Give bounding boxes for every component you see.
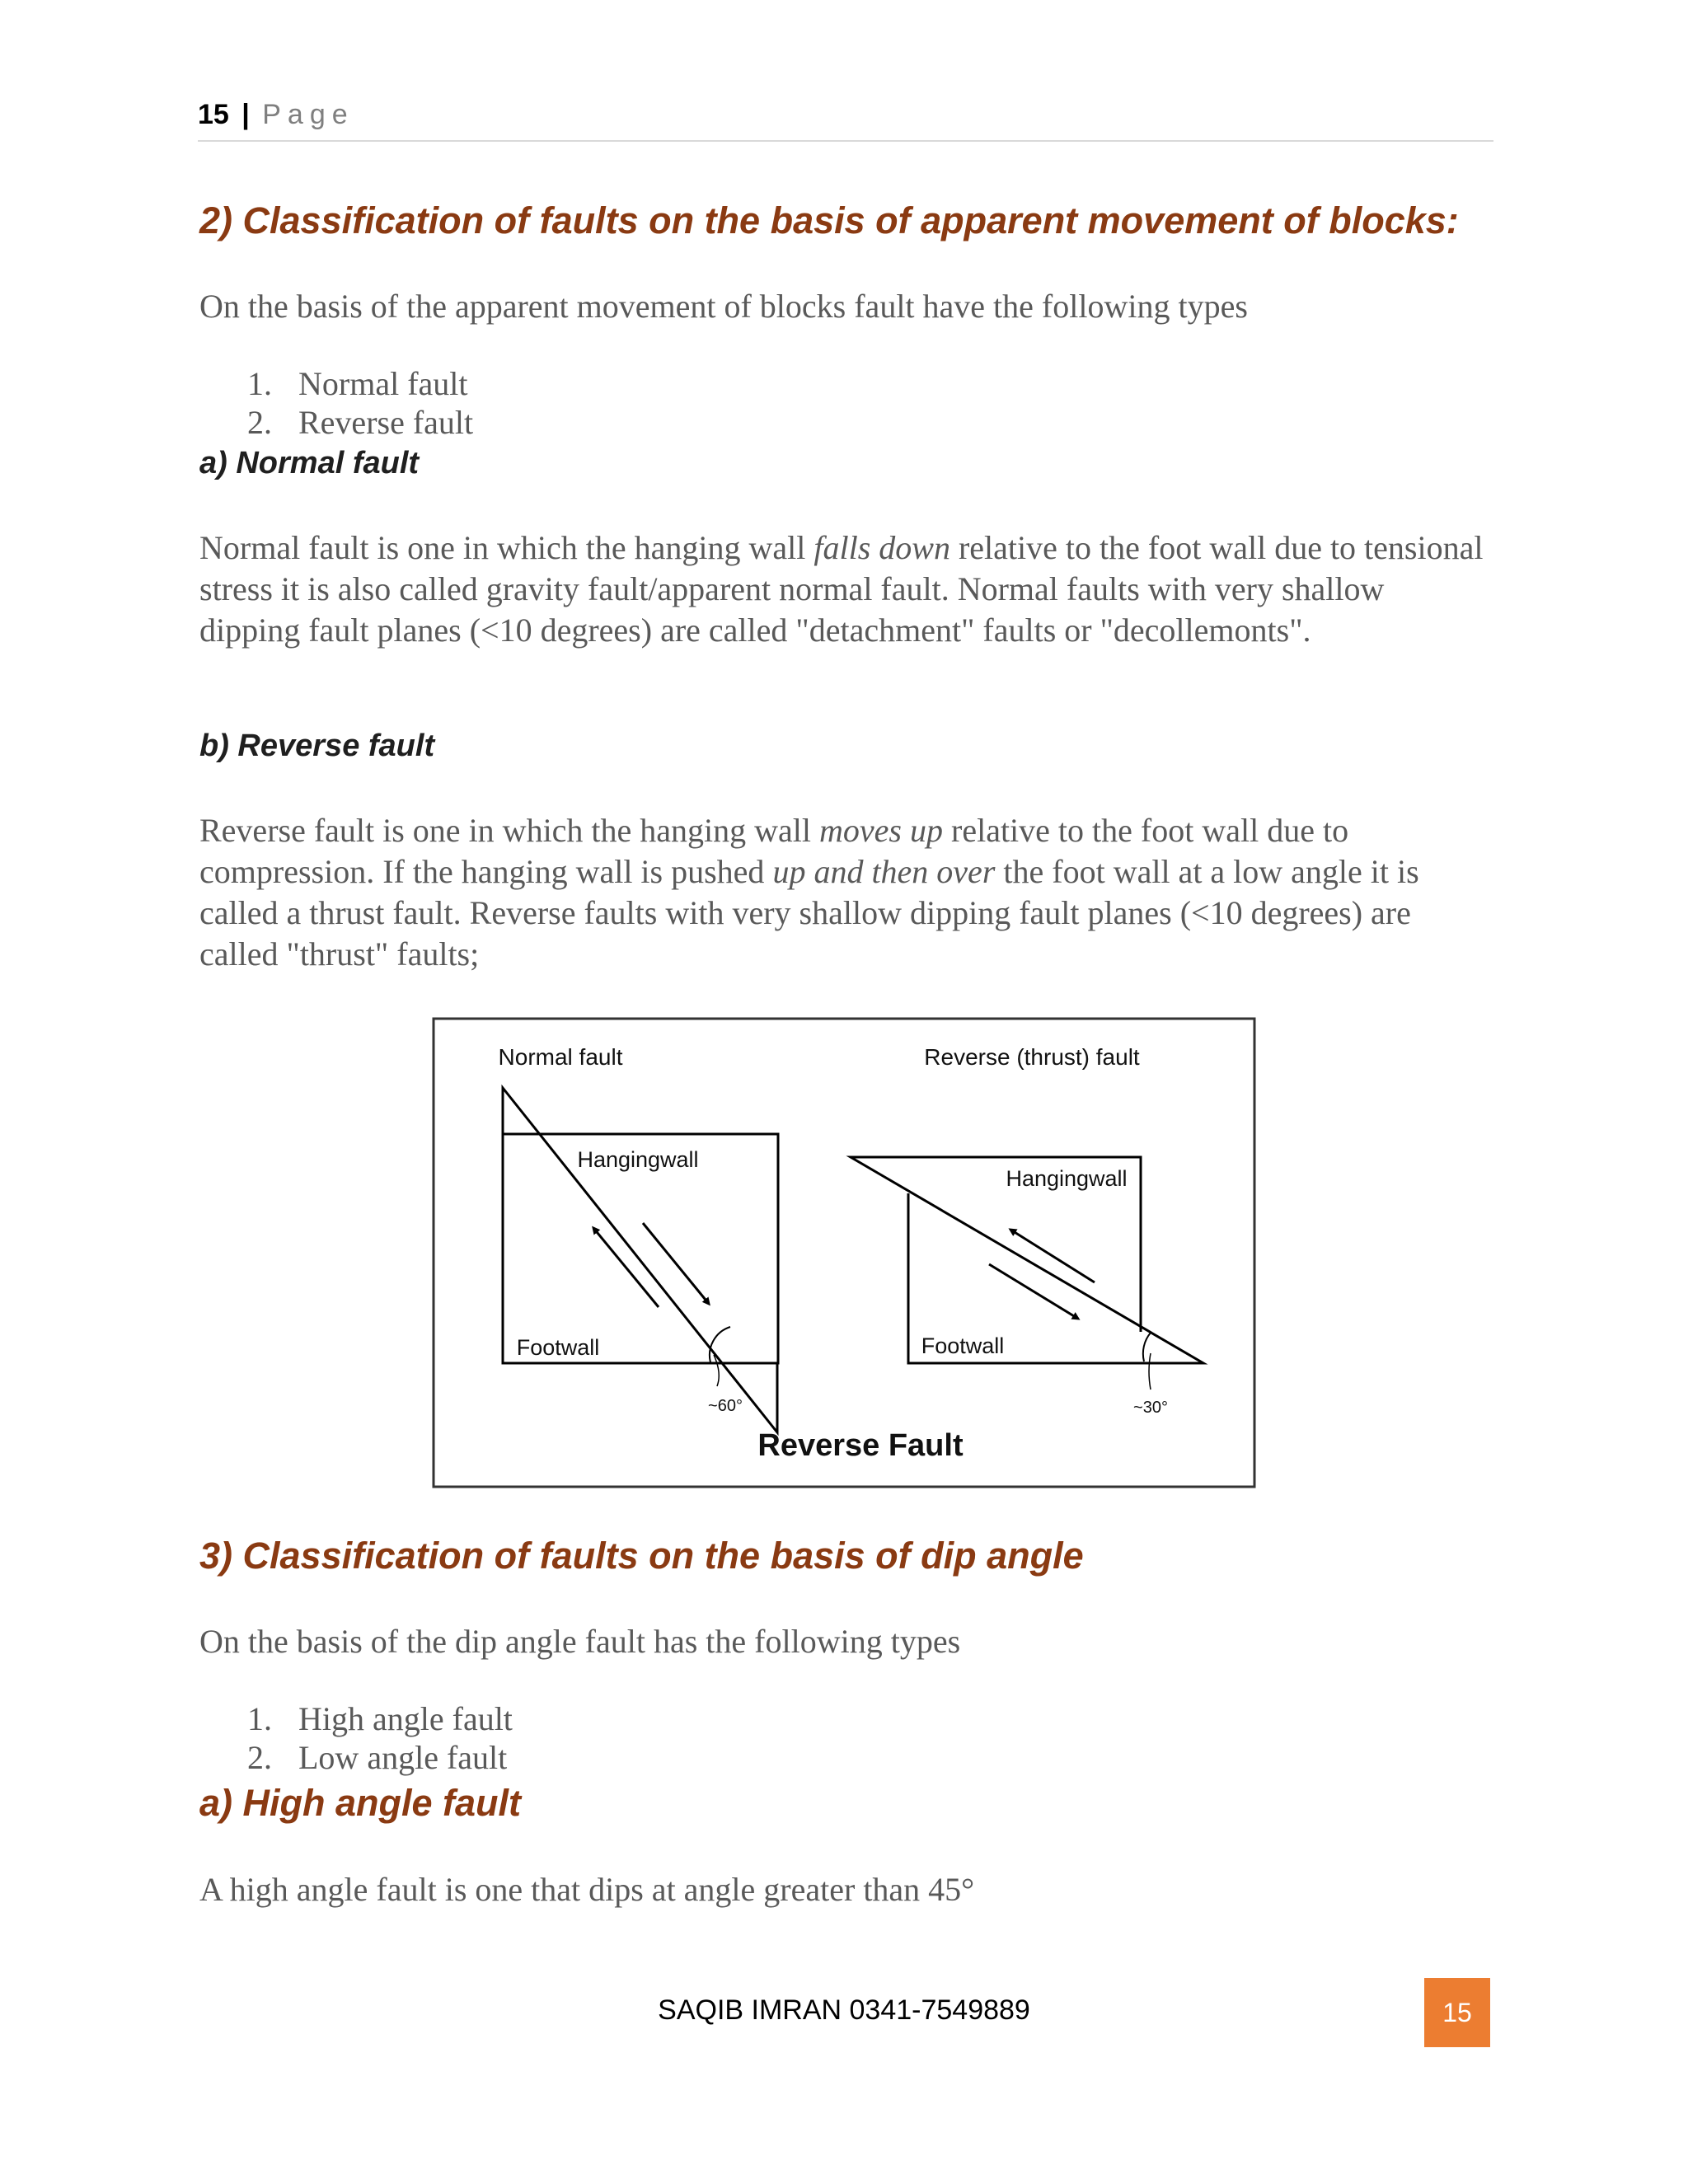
fault-diagram	[432, 1017, 1256, 1488]
list-item: 2. Reverse fault	[247, 404, 474, 441]
normal-angle-label: ~60°	[708, 1397, 743, 1415]
normal-fault-title: Normal fault	[498, 1044, 623, 1070]
section3-list	[247, 1699, 513, 1777]
list-item: 1. High angle fault	[247, 1700, 513, 1737]
normal-fault-paragraph: Normal fault is one in which the hanging wall falls down relative to the foot wall due to tensional stress it is also called gravity fault/apparent normal fault. Normal faults with very shallow dipping fault planes (<10 degrees) are called "detachment" faults or "decollemonts".	[199, 529, 1484, 649]
normal-fault-heading: a) Normal fault	[199, 446, 420, 480]
section3-heading: 3) Classification of faults on the basis of dip angle	[199, 1535, 1084, 1577]
header-separator: |	[241, 99, 250, 130]
footer-page-number: 15	[1424, 1978, 1490, 2047]
reverse-fault-title: Reverse (thrust) fault	[924, 1044, 1140, 1070]
list-item: 2. Low angle fault	[247, 1739, 508, 1776]
reverse-angle-label: ~30°	[1133, 1399, 1168, 1417]
high-angle-fault-paragraph: A high angle fault is one that dips at angle greater than 45°	[199, 1871, 975, 1908]
header-page-word: Page	[262, 99, 354, 130]
list-item: 1. Normal fault	[247, 365, 468, 402]
reverse-fault-paragraph: Reverse fault is one in which the hanging wall moves up relative to the foot wall due to compression. If the hanging wall is pushed up and then over the foot wall at a low angle it is called a thrust fault. Reverse faults with very shallow dipping fault planes (<10 degrees) are called "thrust" faults;	[199, 812, 1419, 972]
reverse-hangingwall-label: Hangingwall	[1006, 1166, 1128, 1191]
reverse-footwall-label: Footwall	[921, 1333, 1005, 1358]
page-header	[198, 99, 1493, 142]
normal-hangingwall-label: Hangingwall	[577, 1147, 699, 1172]
reverse-fault-heading: b) Reverse fault	[199, 729, 435, 763]
high-angle-fault-heading: a) High angle fault	[199, 1782, 522, 1824]
figure-caption: Reverse Fault	[757, 1428, 964, 1463]
section2-list	[247, 364, 473, 442]
header-page-number: 15	[198, 99, 229, 130]
section2-intro: On the basis of the apparent movement of blocks fault have the following types	[199, 288, 1248, 325]
section2-heading: 2) Classification of faults on the basis of apparent movement of blocks:	[199, 199, 1459, 241]
normal-footwall-label: Footwall	[516, 1335, 600, 1360]
figure-frame	[434, 1019, 1254, 1487]
section3-intro: On the basis of the dip angle fault has the following types	[199, 1623, 961, 1660]
footer-author: SAQIB IMRAN 0341-7549889	[658, 1994, 1030, 2026]
